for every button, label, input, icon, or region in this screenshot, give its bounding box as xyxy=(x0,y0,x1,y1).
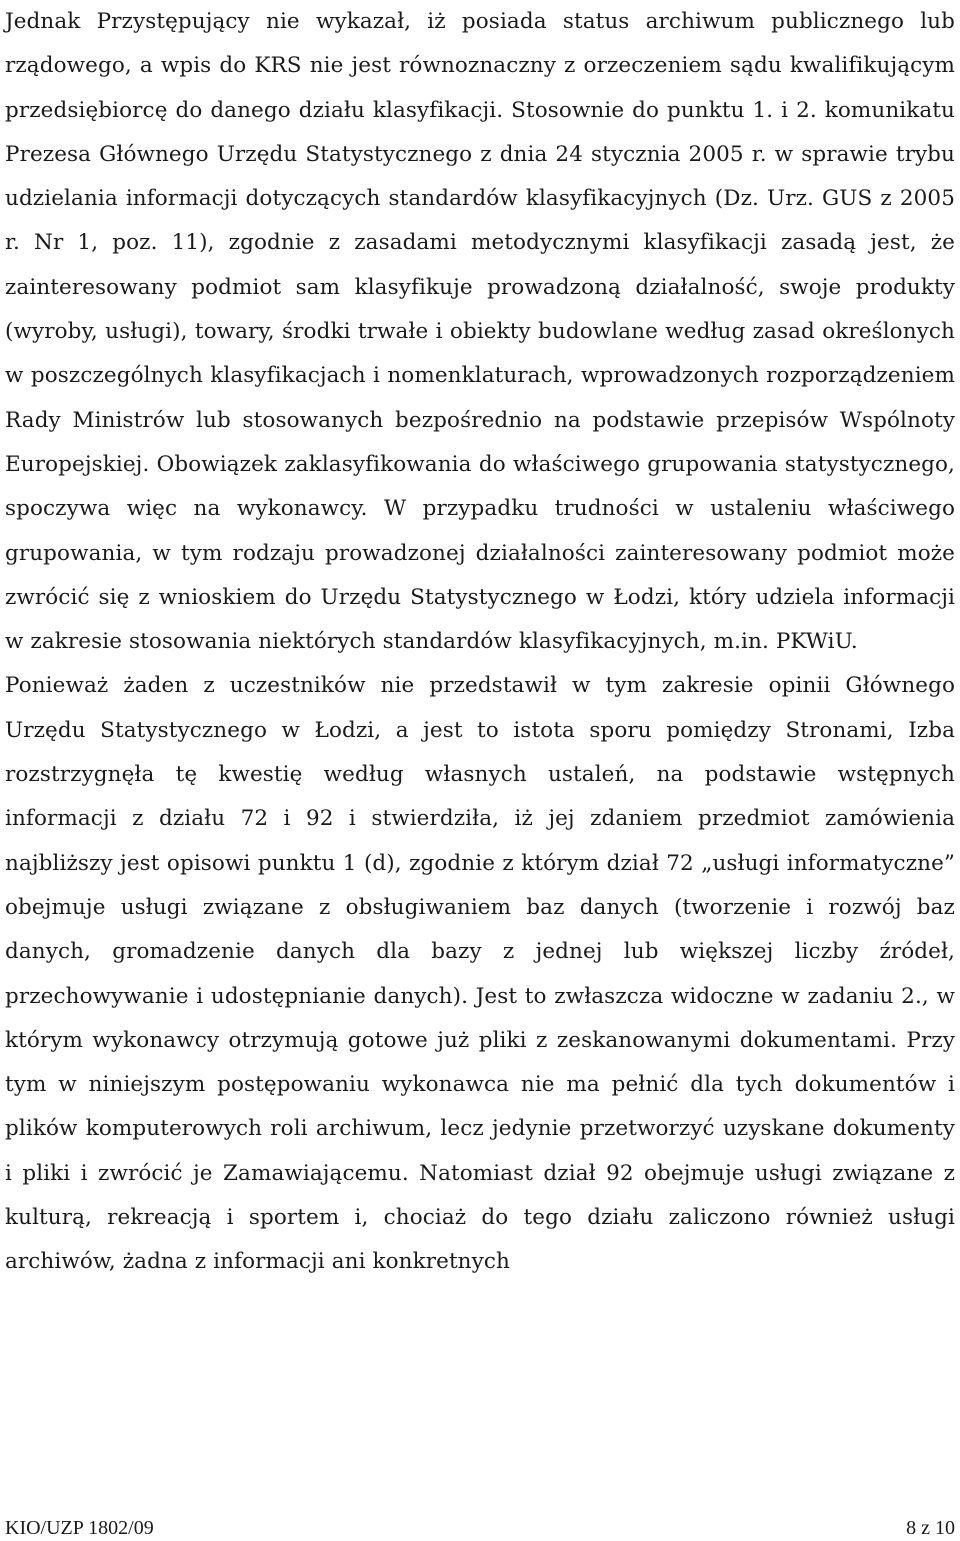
document-reference: KIO/UZP 1802/09 xyxy=(5,1517,154,1539)
paragraph-1: Jednak Przystępujący nie wykazał, iż posiada status archiwum publicznego lub rządowego, a wpis do KRS nie jest równoznaczny z orzeczeniem sądu kwalifikującym przedsiębiorcę do danego działu klasyfikacji. Stosownie do punktu 1. i 2. komunikatu Prezesa Głównego Urzędu Statystycznego z dnia 24 stycznia 2005 r. w sprawie trybu udzielania informacji dotyczących standardów klasyfikacyjnych (Dz. Urz. GUS z 2005 r. Nr 1, poz. 11), zgodnie z zasadami metodycznymi klasyfikacji zasadą jest, że zainteresowany podmiot sam klasyfikuje prowadzoną działalność, swoje produkty (wyroby, usługi), towary, środki trwałe i obiekty budowlane według zasad określonych w poszczególnych klasyfikacjach i nomenklaturach, wprowadzonych rozporządzeniem Rady Ministrów lub stosowanych bezpośrednio na podstawie przepisów Wspólnoty Europejskiej. Obowiązek zaklasyfikowania do właściwego grupowania statystycznego, spoczywa więc na wykonawcy. W przypadku trudności w ustaleniu właściwego grupowania, w tym rodzaju prowadzonej działalności zainteresowany podmiot może zwrócić się z wnioskiem do Urzędu Statystycznego w Łodzi, który udziela informacji w zakresie stosowania niektórych standardów klasyfikacyjnych, m.in. PKWiU. xyxy=(5,9,955,655)
paragraph-2: Ponieważ żaden z uczestników nie przedstawił w tym zakresie opinii Głównego Urzędu Statystycznego w Łodzi, a jest to istota sporu pomiędzy Stronami, Izba rozstrzygnęła tę kwestię według własnych ustaleń, na podstawie wstępnych informacji z działu 72 i 92 i stwierdziła, iż jej zdaniem przedmiot zamówienia najbliższy jest opisowi punktu 1 (d), zgodnie z którym dział 72 „usługi informatyczne” obejmuje usługi związane z obsługiwaniem baz danych (tworzenie i rozwój baz danych, gromadzenie danych dla bazy z jednej lub większej liczby źródeł, przechowywanie i udostępnianie danych). Jest to zwłaszcza widoczne w zadaniu 2., w którym wykonawcy otrzymują gotowe już pliki z zeskanowanymi dokumentami. Przy tym w niniejszym postępowaniu wykonawca nie ma pełnić dla tych dokumentów i plików komputerowych roli archiwum, lecz jedynie przetworzyć uzyskane dokumenty i pliki i zwrócić je Zamawiającemu. Natomiast dział 92 obejmuje usługi związane z kulturą, rekreacją i sportem i, chociaż do tego działu zaliczono również usługi archiwów, żadna z informacji ani konkretnych xyxy=(5,673,955,1275)
document-body xyxy=(5,0,955,1285)
page-footer xyxy=(5,1515,955,1541)
page-number: 8 z 10 xyxy=(906,1517,955,1539)
